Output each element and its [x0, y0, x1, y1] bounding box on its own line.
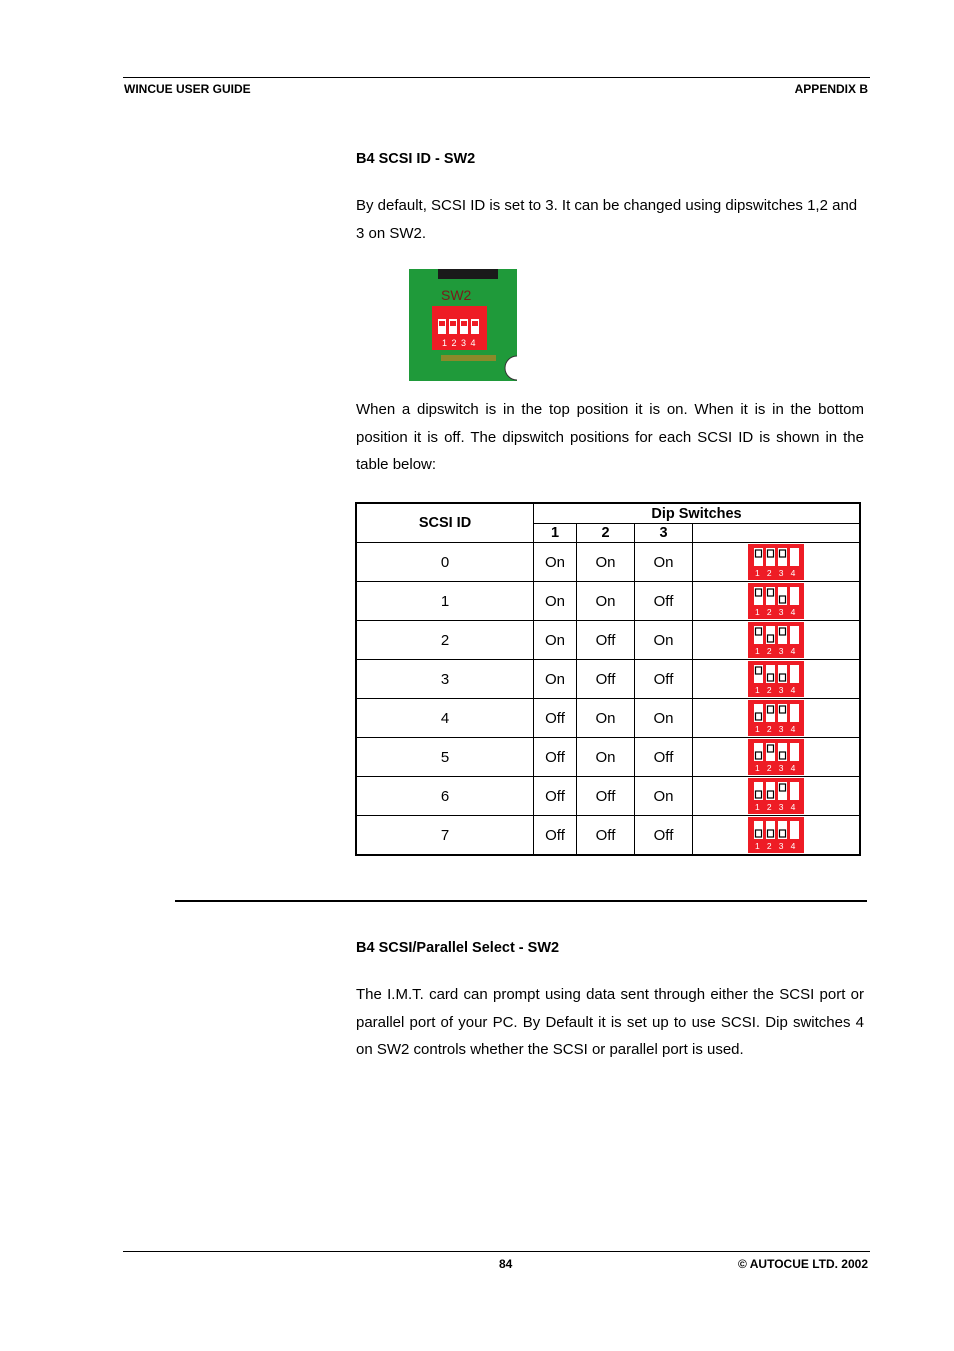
col-header-diagram	[693, 524, 861, 543]
dip-diagram-cell	[693, 699, 861, 738]
switch-3-cell: Off	[635, 660, 693, 699]
switch-2-knob	[768, 830, 774, 837]
switch-numbers: 1 2 3 4	[755, 802, 798, 812]
switch-2-cell: Off	[577, 660, 635, 699]
switch-1-cell: Off	[534, 699, 577, 738]
section-title-scsi-id: B4 SCSI ID - SW2	[356, 151, 476, 167]
switch-4-knob	[792, 628, 798, 635]
scsi-id-cell: 2	[356, 621, 534, 660]
switch-1-knob	[756, 752, 762, 759]
switch-2-cell: On	[577, 543, 635, 582]
sw2-board-image	[409, 269, 517, 381]
col-header-dip-switches: Dip Switches	[534, 503, 861, 524]
switch-2-cell: Off	[577, 777, 635, 816]
switch-3-knob	[780, 550, 786, 557]
switch-1-cell: Off	[534, 816, 577, 856]
dip-table-body	[356, 543, 860, 856]
dip-diagram-cell	[693, 816, 861, 856]
copyright-text: AUTOCUE LTD. 2002	[749, 1257, 868, 1271]
switch-numbers: 1 2 3 4	[755, 646, 798, 656]
table-row	[356, 699, 860, 738]
dip-switch-icon	[748, 661, 804, 697]
switch-2-cell: On	[577, 699, 635, 738]
scsi-id-cell: 5	[356, 738, 534, 777]
scsi-id-cell: 3	[356, 660, 534, 699]
switch-2-cell: On	[577, 582, 635, 621]
switch-2-cell: Off	[577, 621, 635, 660]
switch-numbers: 1 2 3 4	[755, 568, 798, 578]
footer-rule	[123, 1251, 870, 1252]
dip-switch-icon	[748, 583, 804, 619]
switch-numbers: 1 2 3 4	[755, 763, 798, 773]
section-divider	[175, 900, 867, 902]
switch-4-knob	[792, 589, 798, 596]
board-sw2-label: SW2	[441, 287, 472, 303]
switch-1-cell: Off	[534, 777, 577, 816]
table-row	[356, 543, 860, 582]
header-guide-title: WINCUE USER GUIDE	[124, 82, 251, 96]
table-row	[356, 777, 860, 816]
table-row	[356, 816, 860, 856]
switch-3-knob	[780, 596, 786, 603]
switch-1-cell: Off	[534, 738, 577, 777]
switch-1-cell: On	[534, 621, 577, 660]
scsi-parallel-paragraph: The I.M.T. card can prompt using data sent through either the SCSI port or parallel port of your PC. By Default it is set up to use SCSI. Dip switches 4 on SW2 controls whether the SCSI or parallel port is used.	[356, 986, 864, 1058]
switch-4-knob	[792, 550, 798, 557]
footer-copyright	[738, 1257, 868, 1271]
switch-4-knob	[792, 784, 798, 791]
dip-diagram-cell	[693, 621, 861, 660]
dip-switch-icon	[748, 817, 804, 853]
switch-1-knob	[756, 791, 762, 798]
switch-3-cell: On	[635, 699, 693, 738]
switch-3-cell: On	[635, 543, 693, 582]
switch-3-cell: On	[635, 621, 693, 660]
switch-2-knob	[768, 745, 774, 752]
dip-diagram-cell	[693, 738, 861, 777]
dip-diagram-cell	[693, 582, 861, 621]
switch-1-knob	[756, 589, 762, 596]
switch-1-knob	[756, 550, 762, 557]
switch-3-cell: Off	[635, 816, 693, 856]
dip-switch-icon	[748, 544, 804, 580]
switch-1-knob	[756, 713, 762, 720]
switch-2-cell: On	[577, 738, 635, 777]
dip-diagram-cell	[693, 777, 861, 816]
board-switch-numbers: 1 2 3 4	[442, 338, 477, 348]
dip-switch-icon	[748, 700, 804, 736]
switch-3-knob	[780, 706, 786, 713]
col-header-switch-1: 1	[534, 524, 577, 543]
intro-paragraph: By default, SCSI ID is set to 3. It can be changed using dipswitches 1,2 and 3 on SW2.	[356, 197, 858, 242]
switch-3-cell: On	[635, 777, 693, 816]
table-row	[356, 738, 860, 777]
switch-3-knob	[780, 784, 786, 791]
switch-numbers: 1 2 3 4	[755, 724, 798, 734]
col-header-switch-3: 3	[635, 524, 693, 543]
switch-4-knob	[792, 706, 798, 713]
scsi-id-cell: 4	[356, 699, 534, 738]
header-rule	[123, 77, 870, 78]
dip-switch-table	[355, 502, 861, 856]
switch-4-knob	[792, 667, 798, 674]
header-appendix: APPENDIX B	[794, 82, 868, 96]
explain-paragraph: When a dipswitch is in the top position it is on. When it is in the bottom position it is off. The dipswitch positions for each SCSI ID is shown in the table below:	[356, 401, 864, 473]
switch-2-knob	[768, 550, 774, 557]
switch-1-knob	[756, 628, 762, 635]
dip-switch-icon	[748, 778, 804, 814]
switch-3-knob	[780, 628, 786, 635]
switch-2-knob	[768, 589, 774, 596]
switch-1-knob	[756, 667, 762, 674]
page-number: 84	[499, 1257, 513, 1271]
switch-2-cell: Off	[577, 816, 635, 856]
switch-2-knob	[768, 635, 774, 642]
switch-1-knob	[756, 830, 762, 837]
switch-3-cell: Off	[635, 582, 693, 621]
table-row	[356, 582, 860, 621]
switch-1-cell: On	[534, 582, 577, 621]
board-trace	[441, 355, 496, 361]
switch-2-knob	[768, 791, 774, 798]
scsi-id-cell: 1	[356, 582, 534, 621]
switch-2-knob	[768, 674, 774, 681]
dip-diagram-cell	[693, 660, 861, 699]
dip-switch-icon	[748, 739, 804, 775]
table-row	[356, 660, 860, 699]
switch-3-knob	[780, 830, 786, 837]
scsi-id-cell: 7	[356, 816, 534, 856]
switch-numbers: 1 2 3 4	[755, 841, 798, 851]
switch-3-cell: Off	[635, 738, 693, 777]
switch-1-cell: On	[534, 543, 577, 582]
dip-diagram-cell	[693, 543, 861, 582]
dip-switch-icon	[748, 622, 804, 658]
switch-3-knob	[780, 752, 786, 759]
table-row	[356, 621, 860, 660]
copyright-symbol: ©	[738, 1257, 747, 1271]
board-connector	[438, 269, 498, 279]
switch-numbers: 1 2 3 4	[755, 685, 798, 695]
switch-4-knob	[792, 745, 798, 752]
col-header-scsi-id: SCSI ID	[356, 503, 534, 543]
col-header-switch-2: 2	[577, 524, 635, 543]
switch-1-cell: On	[534, 660, 577, 699]
scsi-id-cell: 6	[356, 777, 534, 816]
section-title-scsi-parallel: B4 SCSI/Parallel Select - SW2	[356, 940, 560, 956]
switch-3-knob	[780, 674, 786, 681]
switch-2-knob	[768, 706, 774, 713]
scsi-id-cell: 0	[356, 543, 534, 582]
switch-numbers: 1 2 3 4	[755, 607, 798, 617]
switch-4-knob	[792, 823, 798, 830]
